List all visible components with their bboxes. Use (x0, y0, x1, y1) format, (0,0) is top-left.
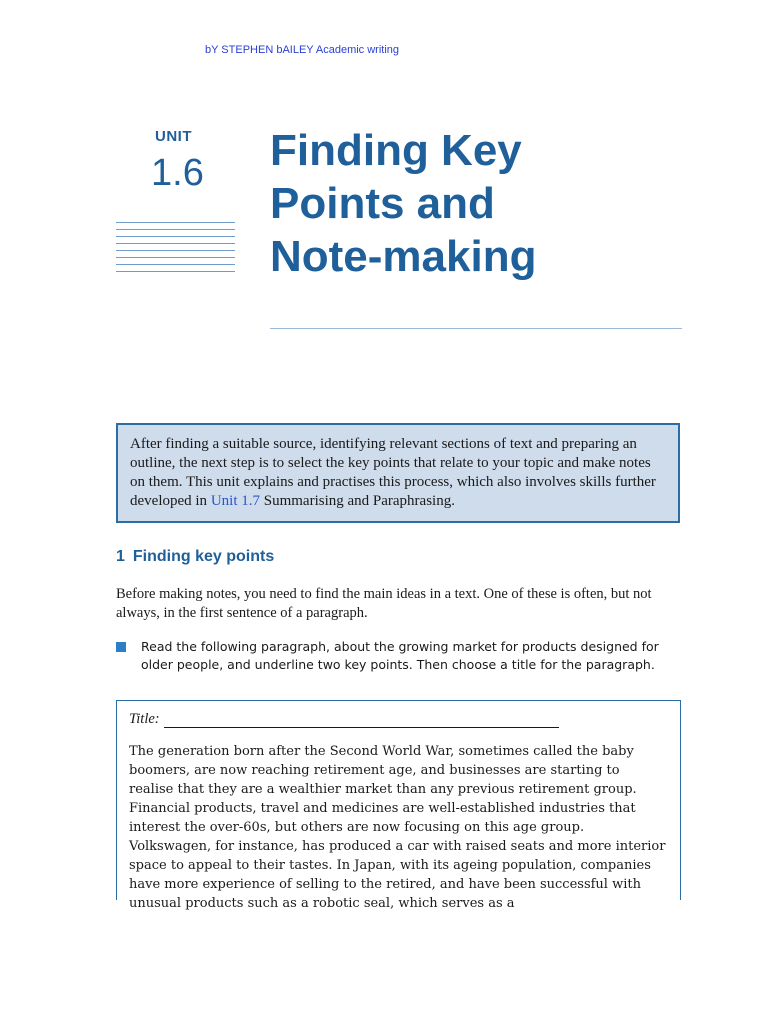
title-blank-line[interactable] (164, 713, 559, 728)
intro-text: After finding a suitable source, identifying relevant sections of text and preparing an outline, the next step is to select the key points that relate to your topic and make notes on them. This unit explains and practises this process, which also involves skills further developed in (130, 436, 656, 509)
title-line-2: Points and (270, 179, 495, 228)
square-bullet-icon (116, 642, 126, 652)
intro-box (116, 423, 680, 523)
header-credit: bY STEPHEN bAILEY Academic writing (205, 44, 400, 56)
passage-box (116, 700, 681, 911)
title-line-1: Finding Key (270, 126, 522, 175)
unit-link[interactable]: Unit 1.7 (210, 493, 260, 509)
section-heading (116, 548, 274, 566)
unit-number: 1.6 (151, 152, 204, 194)
title-field (129, 711, 668, 728)
page-title (270, 124, 690, 283)
decorative-rules (116, 222, 235, 278)
title-label: Title: (129, 711, 160, 727)
title-line-3: Note-making (270, 232, 537, 281)
intro-text-end: Summarising and Paraphrasing. (259, 493, 455, 509)
task-instruction (116, 638, 684, 674)
title-divider (270, 328, 682, 329)
passage-text: The generation born after the Second World War, sometimes called the baby boomers, are now reaching retirement age, and businesses are starting to realise that they are a wealthier market than any previous retirement group. Financial products, travel and medicines are well-established industries that interest the over-60s, but others are now focusing on this age group. Volkswagen, for instance, has produced a car with raised seats and more interior space to appeal to their tastes. In Japan, with its ageing population, companies have more experience of selling to the retired, and have been successful with unusual products such as a robotic seal, which serves as a (129, 744, 666, 911)
section-title: Finding key points (132, 548, 275, 565)
section-number: 1 (116, 548, 125, 565)
task-text: Read the following paragraph, about the growing market for products designed for older people, and underline two key points. Then choose a title for the paragraph. (141, 639, 659, 672)
body-paragraph: Before making notes, you need to find the main ideas in a text. One of these is often, but not always, in the first sentence of a paragraph. (116, 586, 652, 621)
unit-label: UNIT (155, 128, 192, 145)
